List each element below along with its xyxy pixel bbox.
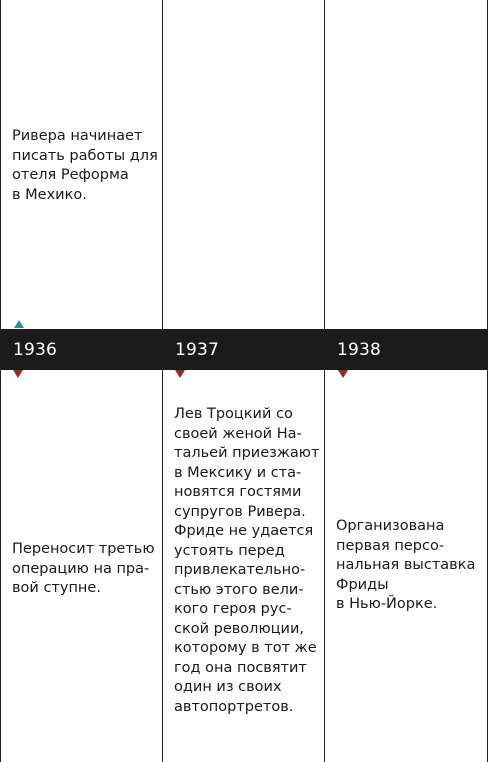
timeline-marker-below-1937: [175, 370, 185, 378]
timeline-marker-below-1936: [13, 370, 23, 378]
event-note-1937-below: Лев Троцкий со своей женой На- тальей приезжают в Мексику и ста- новятся гостями супругов Ривера. Фриде не удается устоять перед привлекательно- стью этого вели- кого героя рус- ской революции, которому в тот же год она посвятит один из своих автопортретов.: [174, 406, 320, 715]
column-divider: [162, 0, 163, 762]
event-note-1938-below: Организована первая персо- нальная выставка Фриды в Нью-Йорке.: [336, 518, 476, 612]
year-label-1937: 1937: [175, 340, 220, 360]
event-note-1936-above: Ривера начинает писать работы для отеля Реформа в Мехико.: [12, 128, 158, 203]
column-divider: [324, 0, 325, 762]
year-band: [0, 329, 488, 370]
column-divider: [0, 0, 1, 762]
timeline-marker-above-1936: [14, 320, 24, 328]
year-label-1938: 1938: [337, 340, 382, 360]
year-label-1936: 1936: [13, 340, 58, 360]
timeline-marker-below-1938: [338, 370, 348, 378]
event-note-1936-below: Переносит третью операцию на пра- вой ступне.: [12, 541, 155, 596]
